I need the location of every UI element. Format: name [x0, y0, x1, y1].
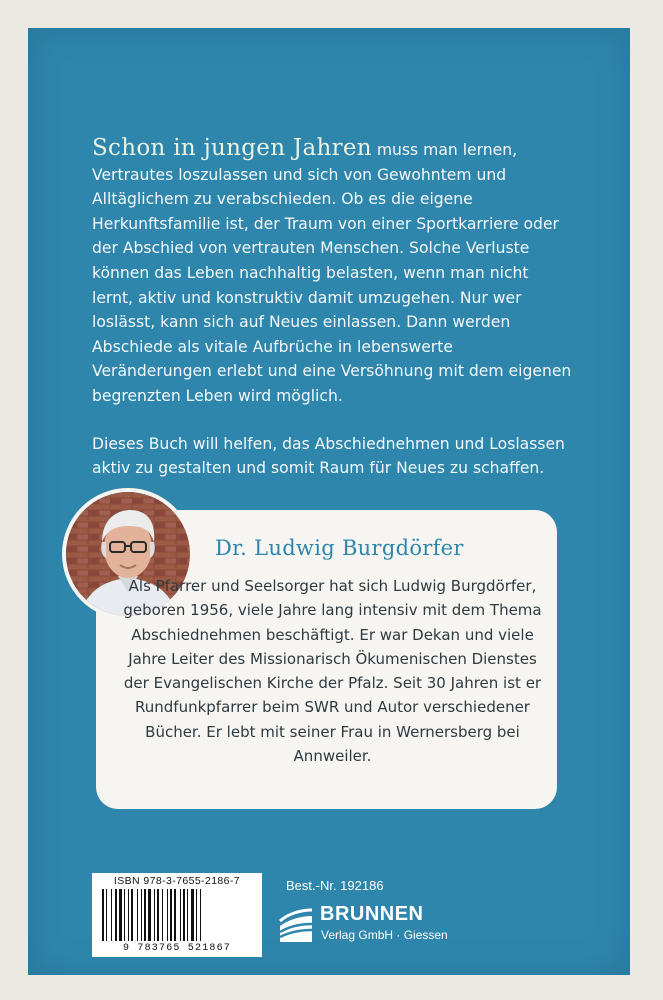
- author-bio: Als Pfarrer und Seelsorger hat sich Ludwig Burgdörfer, geboren 1956, viele Jahre lang intensiv mit dem Thema Abschiednehmen beschäftigt. Er war Dekan und viele Jahre Leiter des Missionarisch Ökumenischen Dienstes der Evangelischen Kirche der Pfalz. Seit 30 Jahren ist er Rundfunkpfarrer beim SWR und Autor verschiedener Bücher. Er lebt mit seiner Frau in Wernersberg bei Annweiler.: [123, 577, 542, 766]
- blurb-paragraph-2: Dieses Buch will helfen, das Abschiednehmen und Loslassen aktiv zu gestalten und somit Raum für Neues zu schaffen.: [92, 434, 565, 478]
- publisher-logo-icon: [278, 906, 314, 944]
- order-number: Best.-Nr. 192186: [286, 878, 384, 893]
- barcode-digits: 9 783765 521867: [122, 943, 231, 954]
- publisher-name: BRUNNEN: [320, 903, 424, 925]
- barcode: [92, 873, 262, 957]
- blurb-lead: Schon in jungen Jahren: [92, 135, 372, 161]
- isbn-label: ISBN 978-3-7655-2186-7: [113, 875, 241, 887]
- blurb-paragraph-1: [92, 136, 572, 409]
- blurb: [92, 136, 572, 481]
- author-name: Dr. Ludwig Burgdörfer: [215, 536, 464, 560]
- publisher-subline: Verlag GmbH · Giessen: [321, 928, 448, 942]
- blurb-paragraph-1-text: muss man lernen, Vertrautes loszulassen und sich von Gewohntem und Alltäglichem zu verabschieden. Ob es die eigene Herkunftsfamilie ist, der Traum von einer Sportkarriere oder der Abschied von vertrauten Menschen. Solche Verluste können das Leben nachhaltig belasten, wenn man nicht lernt, aktiv und konstruktiv damit umzugehen. Nur wer loslässt, kann sich auf Neues einlassen. Dann werden Abschiede als vitale Aufbrüche in lebenswerte Veränderungen erlebt und eine Versöhnung mit dem eigenen begrenzten Leben wird möglich.: [92, 141, 572, 405]
